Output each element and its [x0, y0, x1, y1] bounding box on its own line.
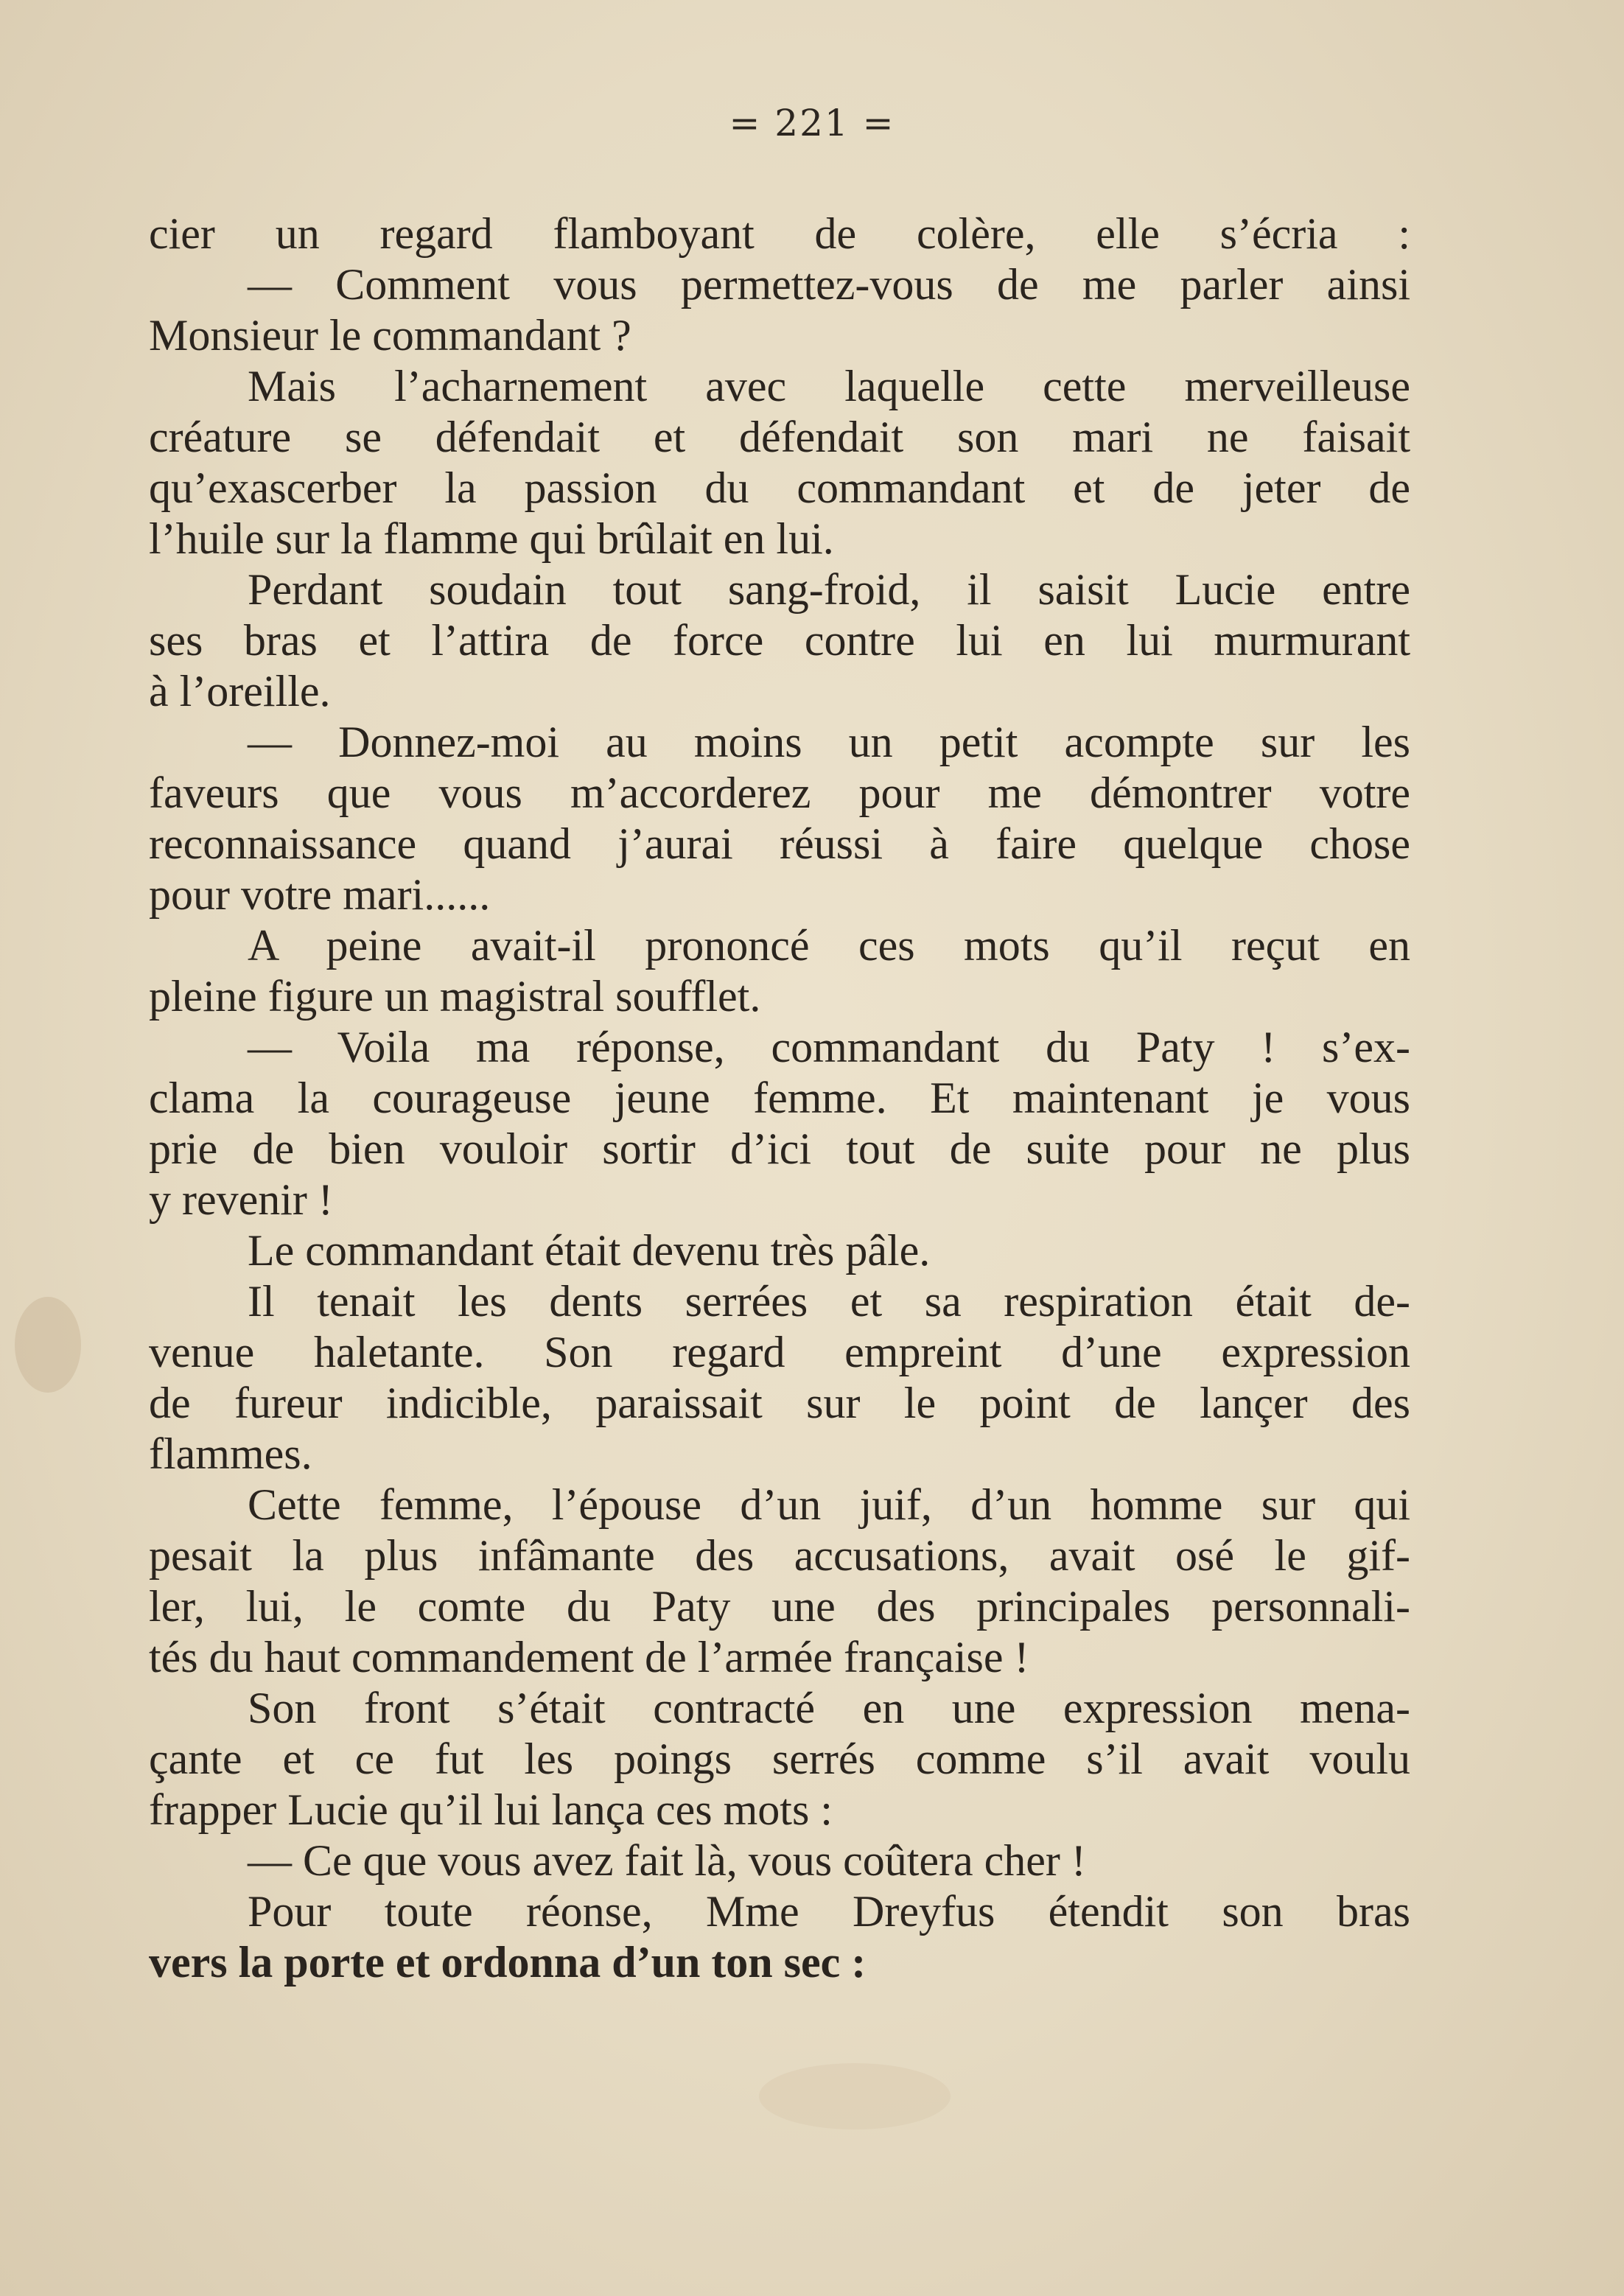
text-line: Il tenait les dents serrées et sa respiration était de-: [248, 1277, 1410, 1326]
text-line: — Donnez-moi au moins un petit acompte sur les: [248, 718, 1410, 766]
text-line: Monsieur le commandant ?: [149, 311, 631, 360]
text-line: y revenir !: [149, 1175, 333, 1224]
text-line: çante et ce fut les poings serrés comme s’il avait voulu: [149, 1735, 1410, 1783]
text-line: — Voila ma réponse, commandant du Paty ! s’ex-: [248, 1023, 1410, 1071]
text-line: créature se défendait et défendait son mari ne faisait: [149, 413, 1410, 461]
text-line: vers la porte et ordonna d’un ton sec :: [149, 1938, 867, 1987]
text-line: — Ce que vous avez fait là, vous coûtera cher !: [248, 1836, 1086, 1885]
text-line: Cette femme, l’épouse d’un juif, d’un homme sur qui: [248, 1480, 1410, 1529]
text-line: qu’exascerber la passion du commandant et de jeter de: [149, 463, 1410, 512]
text-line: l’huile sur la flamme qui brûlait en lui.: [149, 514, 834, 563]
text-line: Le commandant était devenu très pâle.: [248, 1226, 931, 1275]
text-line: venue haletante. Son regard empreint d’une expression: [149, 1328, 1410, 1376]
text-line: cier un regard flamboyant de colère, elle s’écria :: [149, 209, 1410, 258]
body-text: [149, 209, 1410, 1988]
text-line: A peine avait-il prononcé ces mots qu’il reçut en: [248, 921, 1410, 970]
text-line: Son front s’était contracté en une expression mena-: [248, 1684, 1410, 1732]
text-line: pesait la plus infâmante des accusations, avait osé le gif-: [149, 1531, 1410, 1580]
text-line: flammes.: [149, 1429, 312, 1478]
page-number: = 221 =: [729, 102, 895, 144]
text-line: reconnaissance quand j’aurai réussi à faire quelque chose: [149, 819, 1410, 868]
paper-stain: [759, 2063, 951, 2129]
text-line: Perdant soudain tout sang-froid, il saisit Lucie entre: [248, 565, 1410, 614]
text-line: — Comment vous permettez-vous de me parler ainsi: [248, 260, 1410, 309]
text-line: ses bras et l’attira de force contre lui en lui murmurant: [149, 616, 1410, 665]
text-line: ler, lui, le comte du Paty une des principales personnali-: [149, 1582, 1410, 1631]
text-line: pour votre mari......: [149, 870, 491, 919]
text-line: clama la courageuse jeune femme. Et maintenant je vous: [149, 1074, 1410, 1122]
text-line: Mais l’acharnement avec laquelle cette merveilleuse: [248, 362, 1410, 410]
text-line: faveurs que vous m’accorderez pour me démontrer votre: [149, 769, 1410, 817]
text-line: de fureur indicible, paraissait sur le point de lançer des: [149, 1379, 1410, 1427]
text-line: prie de bien vouloir sortir d’ici tout de suite pour ne plus: [149, 1124, 1410, 1173]
text-line: pleine figure un magistral soufflet.: [149, 972, 761, 1021]
paper-stain: [15, 1297, 81, 1393]
text-line: à l’oreille.: [149, 667, 331, 715]
text-line: tés du haut commandement de l’armée française !: [149, 1633, 1029, 1681]
text-line: Pour toute réonse, Mme Dreyfus étendit son bras: [248, 1887, 1410, 1936]
text-line: frapper Lucie qu’il lui lança ces mots :: [149, 1785, 833, 1834]
